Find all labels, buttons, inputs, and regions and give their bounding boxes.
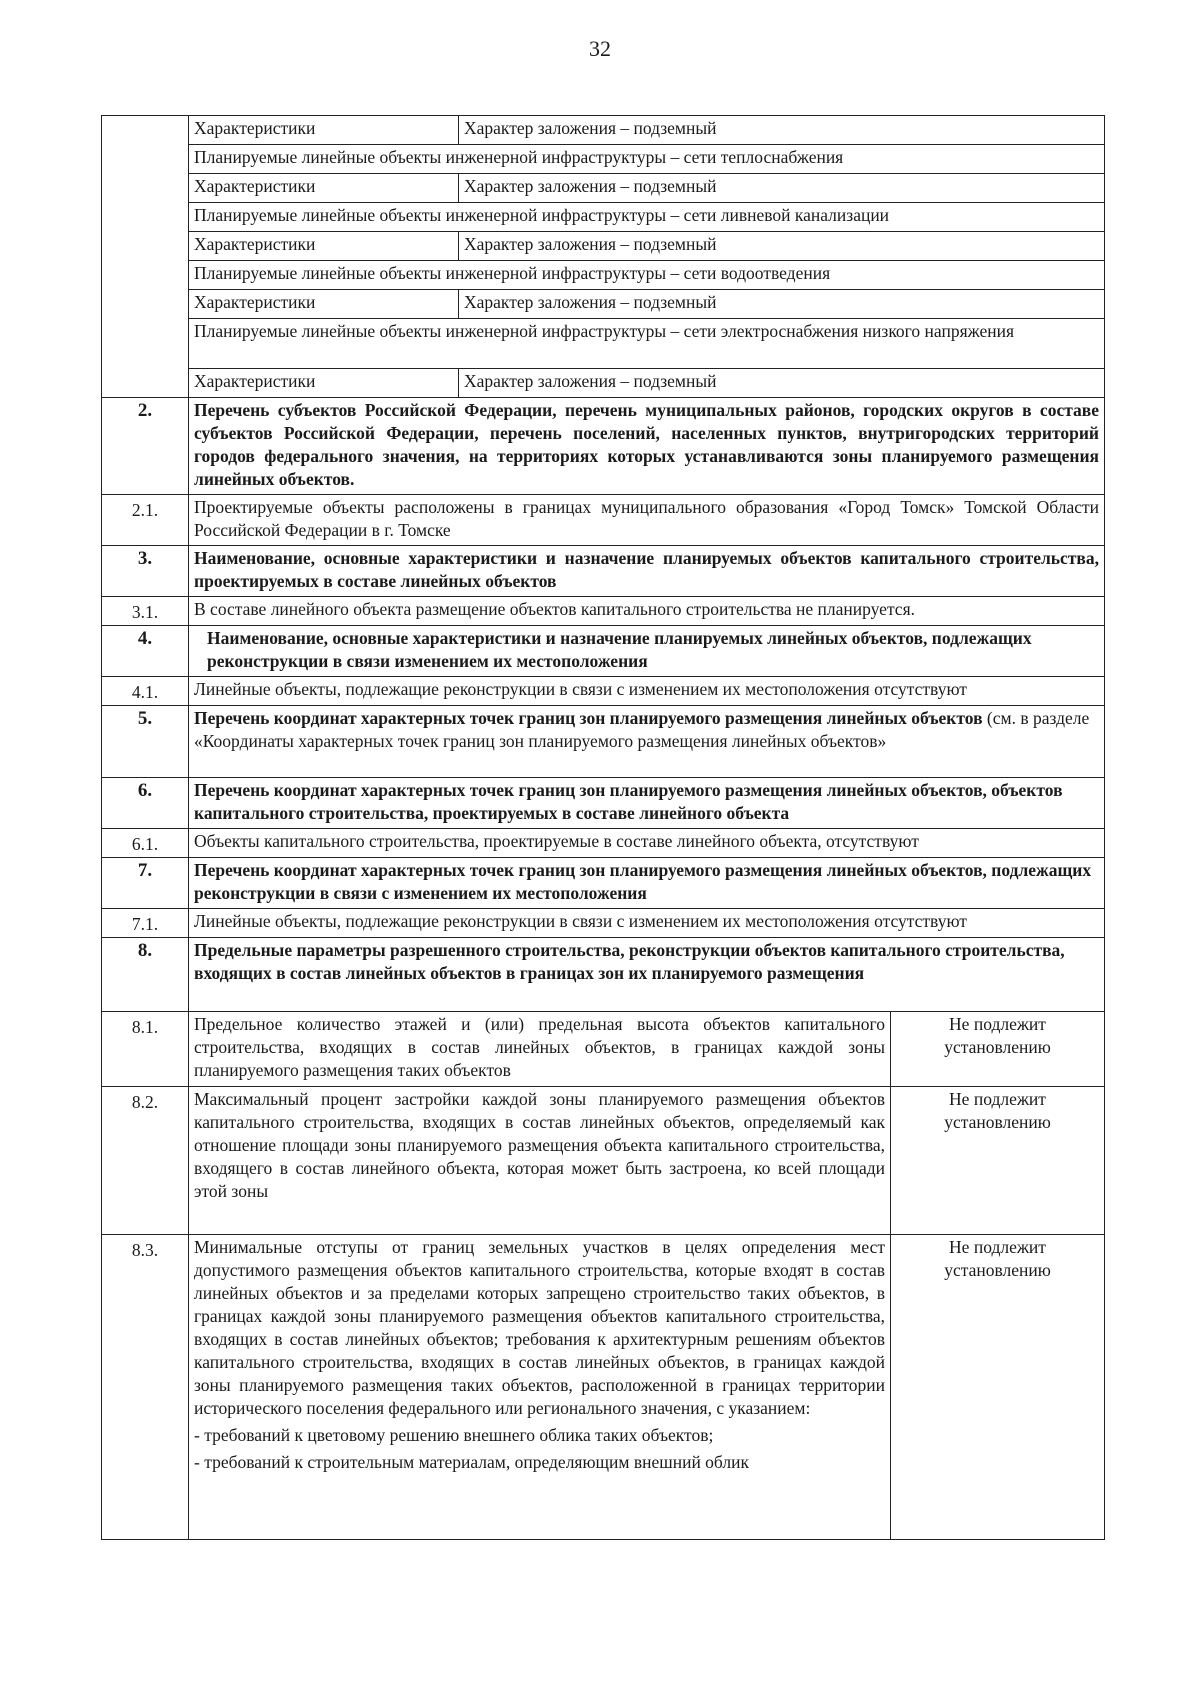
table-row [102, 1235, 1105, 1540]
object-type-row: Планируемые линейные объекты инженерной инфраструктуры – сети теплоснабжения [189, 145, 1105, 174]
item-number: 8.1. [102, 1012, 189, 1087]
item-number: 2.1. [102, 495, 189, 546]
table-row [102, 829, 1105, 858]
table-row [102, 174, 1105, 203]
table-row [102, 232, 1105, 261]
characteristics-label: Характеристики [189, 232, 459, 261]
table-row [102, 1087, 1105, 1235]
section-number: 8. [102, 938, 189, 1012]
section-header-row [102, 398, 1105, 495]
parameter-description: Максимальный процент застройки каждой зоны планируемого размещения объектов капитального строительства, входящих в состав линейных объектов, определяемый как отношение площади зоны планируемого размещения объекта капитального строительства, входящего в состав линейного объекта, которая может быть застроена, ко всей площади этой зоны [189, 1087, 891, 1235]
table-row [102, 495, 1105, 546]
list-item: - требований к строительным материалам, определяющим внешний облик [194, 1452, 750, 1472]
section-number: 3. [102, 546, 189, 597]
section-number: 6. [102, 778, 189, 829]
section-title-bold: Перечень координат характерных точек границ зон планируемого размещения линейных объектов [194, 708, 983, 728]
characteristics-value: Характер заложения – подземный [459, 369, 1105, 398]
section-number: 5. [102, 706, 189, 778]
object-type-row: Планируемые линейные объекты инженерной инфраструктуры – сети ливневой канализации [189, 203, 1105, 232]
table-row [102, 677, 1105, 706]
item-number: 3.1. [102, 597, 189, 626]
list-item: - требований к цветовому решению внешнего облика таких объектов; [194, 1425, 714, 1445]
characteristics-label: Характеристики [189, 290, 459, 319]
section-header-row [102, 546, 1105, 597]
object-type-row: Планируемые линейные объекты инженерной инфраструктуры – сети водоотведения [189, 261, 1105, 290]
item-text: Линейные объекты, подлежащие реконструкции в связи с изменением их местоположения отсутствуют [189, 677, 1105, 706]
item-text: Линейные объекты, подлежащие реконструкции в связи с изменением их местоположения отсутствуют [189, 909, 1105, 938]
section-number: 4. [102, 626, 189, 677]
section-title [189, 706, 1105, 778]
characteristics-value: Характер заложения – подземный [459, 290, 1105, 319]
section-title: Перечень координат характерных точек границ зон планируемого размещения линейных объектов, объектов капитального строительства, проектируемых в составе линейного объекта [189, 778, 1105, 829]
item-number: 4.1. [102, 677, 189, 706]
table-row [102, 319, 1105, 369]
section-header-row [102, 858, 1105, 909]
table-row [102, 369, 1105, 398]
characteristics-value: Характер заложения – подземный [459, 232, 1105, 261]
section-header-row [102, 938, 1105, 1012]
parameter-description-text: Минимальные отступы от границ земельных участков в целях определения мест допустимого размещения объектов капитального строительства, которые входят в состав линейных объектов и за пределами которых запрещено строительство таких объектов, в границах каждой зоны планируемого размещения объектов капитального строительства, входящих в состав линейных объектов; требования к архитектурным решениям объектов капитального строительства, входящих в состав линейных объектов, в границах каждой зоны планируемого размещения таких объектов, расположенной в границах территории исторического поселения федерального или регионального значения, с указанием: [194, 1237, 885, 1418]
item-number: 7.1. [102, 909, 189, 938]
characteristics-label: Характеристики [189, 174, 459, 203]
parameter-value: Не подлежит установлению [891, 1235, 1105, 1540]
parameter-value: Не подлежит установлению [891, 1012, 1105, 1087]
table-row [102, 116, 1105, 145]
table-row [102, 597, 1105, 626]
table-row [102, 145, 1105, 174]
section-title: Наименование, основные характеристики и назначение планируемых объектов капитального строительства, проектируемых в составе линейных объектов [189, 546, 1105, 597]
parameter-description: Предельное количество этажей и (или) предельная высота объектов капитального строительства, входящих в состав линейных объектов, в границах каждой зоны планируемого размещения таких объектов [189, 1012, 891, 1087]
characteristics-value: Характер заложения – подземный [459, 116, 1105, 145]
item-text: Объекты капитального строительства, проектируемые в составе линейного объекта, отсутствуют [189, 829, 1105, 858]
table-row [102, 1012, 1105, 1087]
section-title-note: (см. в разделе «Координаты характерных точек границ зон планируемого размещения линейных объектов» [194, 708, 1090, 751]
table-row [102, 203, 1105, 232]
item-text: Проектируемые объекты расположены в границах муниципального образования «Город Томск» Томской Области Российской Федерации в г. Томске [189, 495, 1105, 546]
section-title: Наименование, основные характеристики и назначение планируемых линейных объектов, подлежащих реконструкции в связи изменением их местоположения [189, 626, 1105, 677]
characteristics-label: Характеристики [189, 116, 459, 145]
page-number: 32 [589, 36, 611, 61]
table-row [102, 261, 1105, 290]
item-text: В составе линейного объекта размещение объектов капитального строительства не планируется. [189, 597, 1105, 626]
section-title: Перечень координат характерных точек границ зон планируемого размещения линейных объектов, подлежащих реконструкции в связи с изменением их местоположения [189, 858, 1105, 909]
item-number: 8.2. [102, 1087, 189, 1235]
planning-parameters-table [101, 115, 1105, 1540]
section-title: Перечень субъектов Российской Федерации, перечень муниципальных районов, городских округов в составе субъектов Российской Федерации, перечень поселений, населенных пунктов, внутригородских территорий городов федерального значения, на территориях которых устанавливаются зоны планируемого размещения линейных объектов. [189, 398, 1105, 495]
table-row [102, 909, 1105, 938]
characteristics-value: Характер заложения – подземный [459, 174, 1105, 203]
number-cell-empty [102, 116, 189, 398]
table-row [102, 290, 1105, 319]
item-number: 8.3. [102, 1235, 189, 1540]
section-number: 7. [102, 858, 189, 909]
parameter-value: Не подлежит установлению [891, 1087, 1105, 1235]
parameter-description [189, 1235, 891, 1540]
section-header-row [102, 778, 1105, 829]
section-header-row [102, 706, 1105, 778]
section-header-row [102, 626, 1105, 677]
section-title: Предельные параметры разрешенного строительства, реконструкции объектов капитального строительства, входящих в состав линейных объектов в границах зон их планируемого размещения [189, 938, 1105, 1012]
item-number: 6.1. [102, 829, 189, 858]
object-type-row: Планируемые линейные объекты инженерной инфраструктуры – сети электроснабжения низкого напряжения [189, 319, 1105, 369]
section-number: 2. [102, 398, 189, 495]
characteristics-label: Характеристики [189, 369, 459, 398]
